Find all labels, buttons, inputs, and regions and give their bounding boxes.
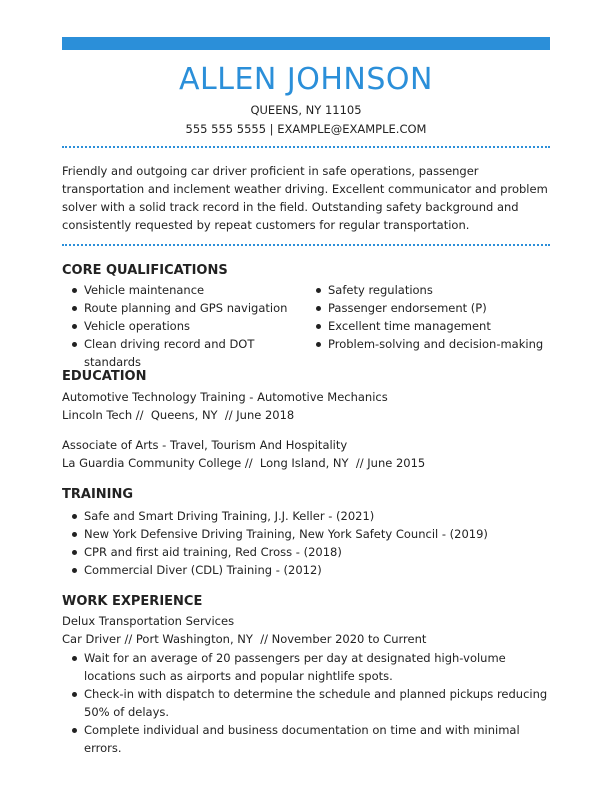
list-item: Complete individual and business documentation on time and with minimal errors. — [62, 721, 552, 757]
list-item: Wait for an average of 20 passengers per day at designated high-volume locations such as airports and popular nightlife spots. — [62, 649, 552, 685]
professional-summary: Friendly and outgoing car driver proficient in safe operations, passenger transportation and inclement weather driving. Excellent communicator and problem solver with a solid track record in the field. Outstanding safety background and consistently requested by repeat customers for regular transportation. — [62, 164, 548, 232]
education-degree: Automotive Technology Training - Automotive Mechanics — [62, 390, 388, 404]
qualifications-list — [62, 281, 552, 371]
list-item: Problem-solving and decision-making — [306, 335, 550, 353]
education-details: La Guardia Community College // Long Island, NY // June 2015 — [62, 456, 426, 470]
list-item: Vehicle maintenance — [62, 281, 306, 299]
list-item: Check-in with dispatch to determine the schedule and planned pickups reducing 50% of delays. — [62, 685, 552, 721]
section-heading-qualifications: CORE QUALIFICATIONS — [62, 263, 228, 278]
work-bullets — [62, 649, 552, 757]
education-degree: Associate of Arts - Travel, Tourism And Hospitality — [62, 438, 348, 452]
work-company: Delux Transportation Services — [62, 614, 235, 628]
list-item: CPR and first aid training, Red Cross - (2018) — [62, 543, 552, 561]
section-heading-education: EDUCATION — [62, 369, 147, 384]
list-item: Commercial Diver (CDL) Training - (2012) — [62, 561, 552, 579]
divider-summary — [62, 244, 550, 246]
qualifications-column-right — [306, 281, 550, 371]
section-heading-work-experience: WORK EXPERIENCE — [62, 594, 203, 609]
divider-top — [62, 146, 550, 148]
list-item: Excellent time management — [306, 317, 550, 335]
list-item: Safety regulations — [306, 281, 550, 299]
list-item: Safe and Smart Driving Training, J.J. Keller - (2021) — [62, 507, 552, 525]
contact-address: QUEENS, NY 11105 — [250, 103, 362, 117]
list-item: New York Defensive Driving Training, New York Safety Council - (2019) — [62, 525, 552, 543]
list-item: Passenger endorsement (P) — [306, 299, 550, 317]
education-details: Lincoln Tech // Queens, NY // June 2018 — [62, 408, 295, 422]
list-item: Clean driving record and DOT standards — [62, 335, 306, 371]
candidate-name: ALLEN JOHNSON — [179, 62, 433, 97]
list-item: Route planning and GPS navigation — [62, 299, 306, 317]
list-item: Vehicle operations — [62, 317, 306, 335]
contact-phone-email: 555 555 5555 | EXAMPLE@EXAMPLE.COM — [185, 122, 427, 136]
section-heading-training: TRAINING — [62, 487, 134, 502]
work-role: Car Driver // Port Washington, NY // November 2020 to Current — [62, 632, 427, 646]
header-accent-bar — [62, 37, 550, 50]
training-list — [62, 507, 552, 579]
qualifications-column-left — [62, 281, 306, 371]
